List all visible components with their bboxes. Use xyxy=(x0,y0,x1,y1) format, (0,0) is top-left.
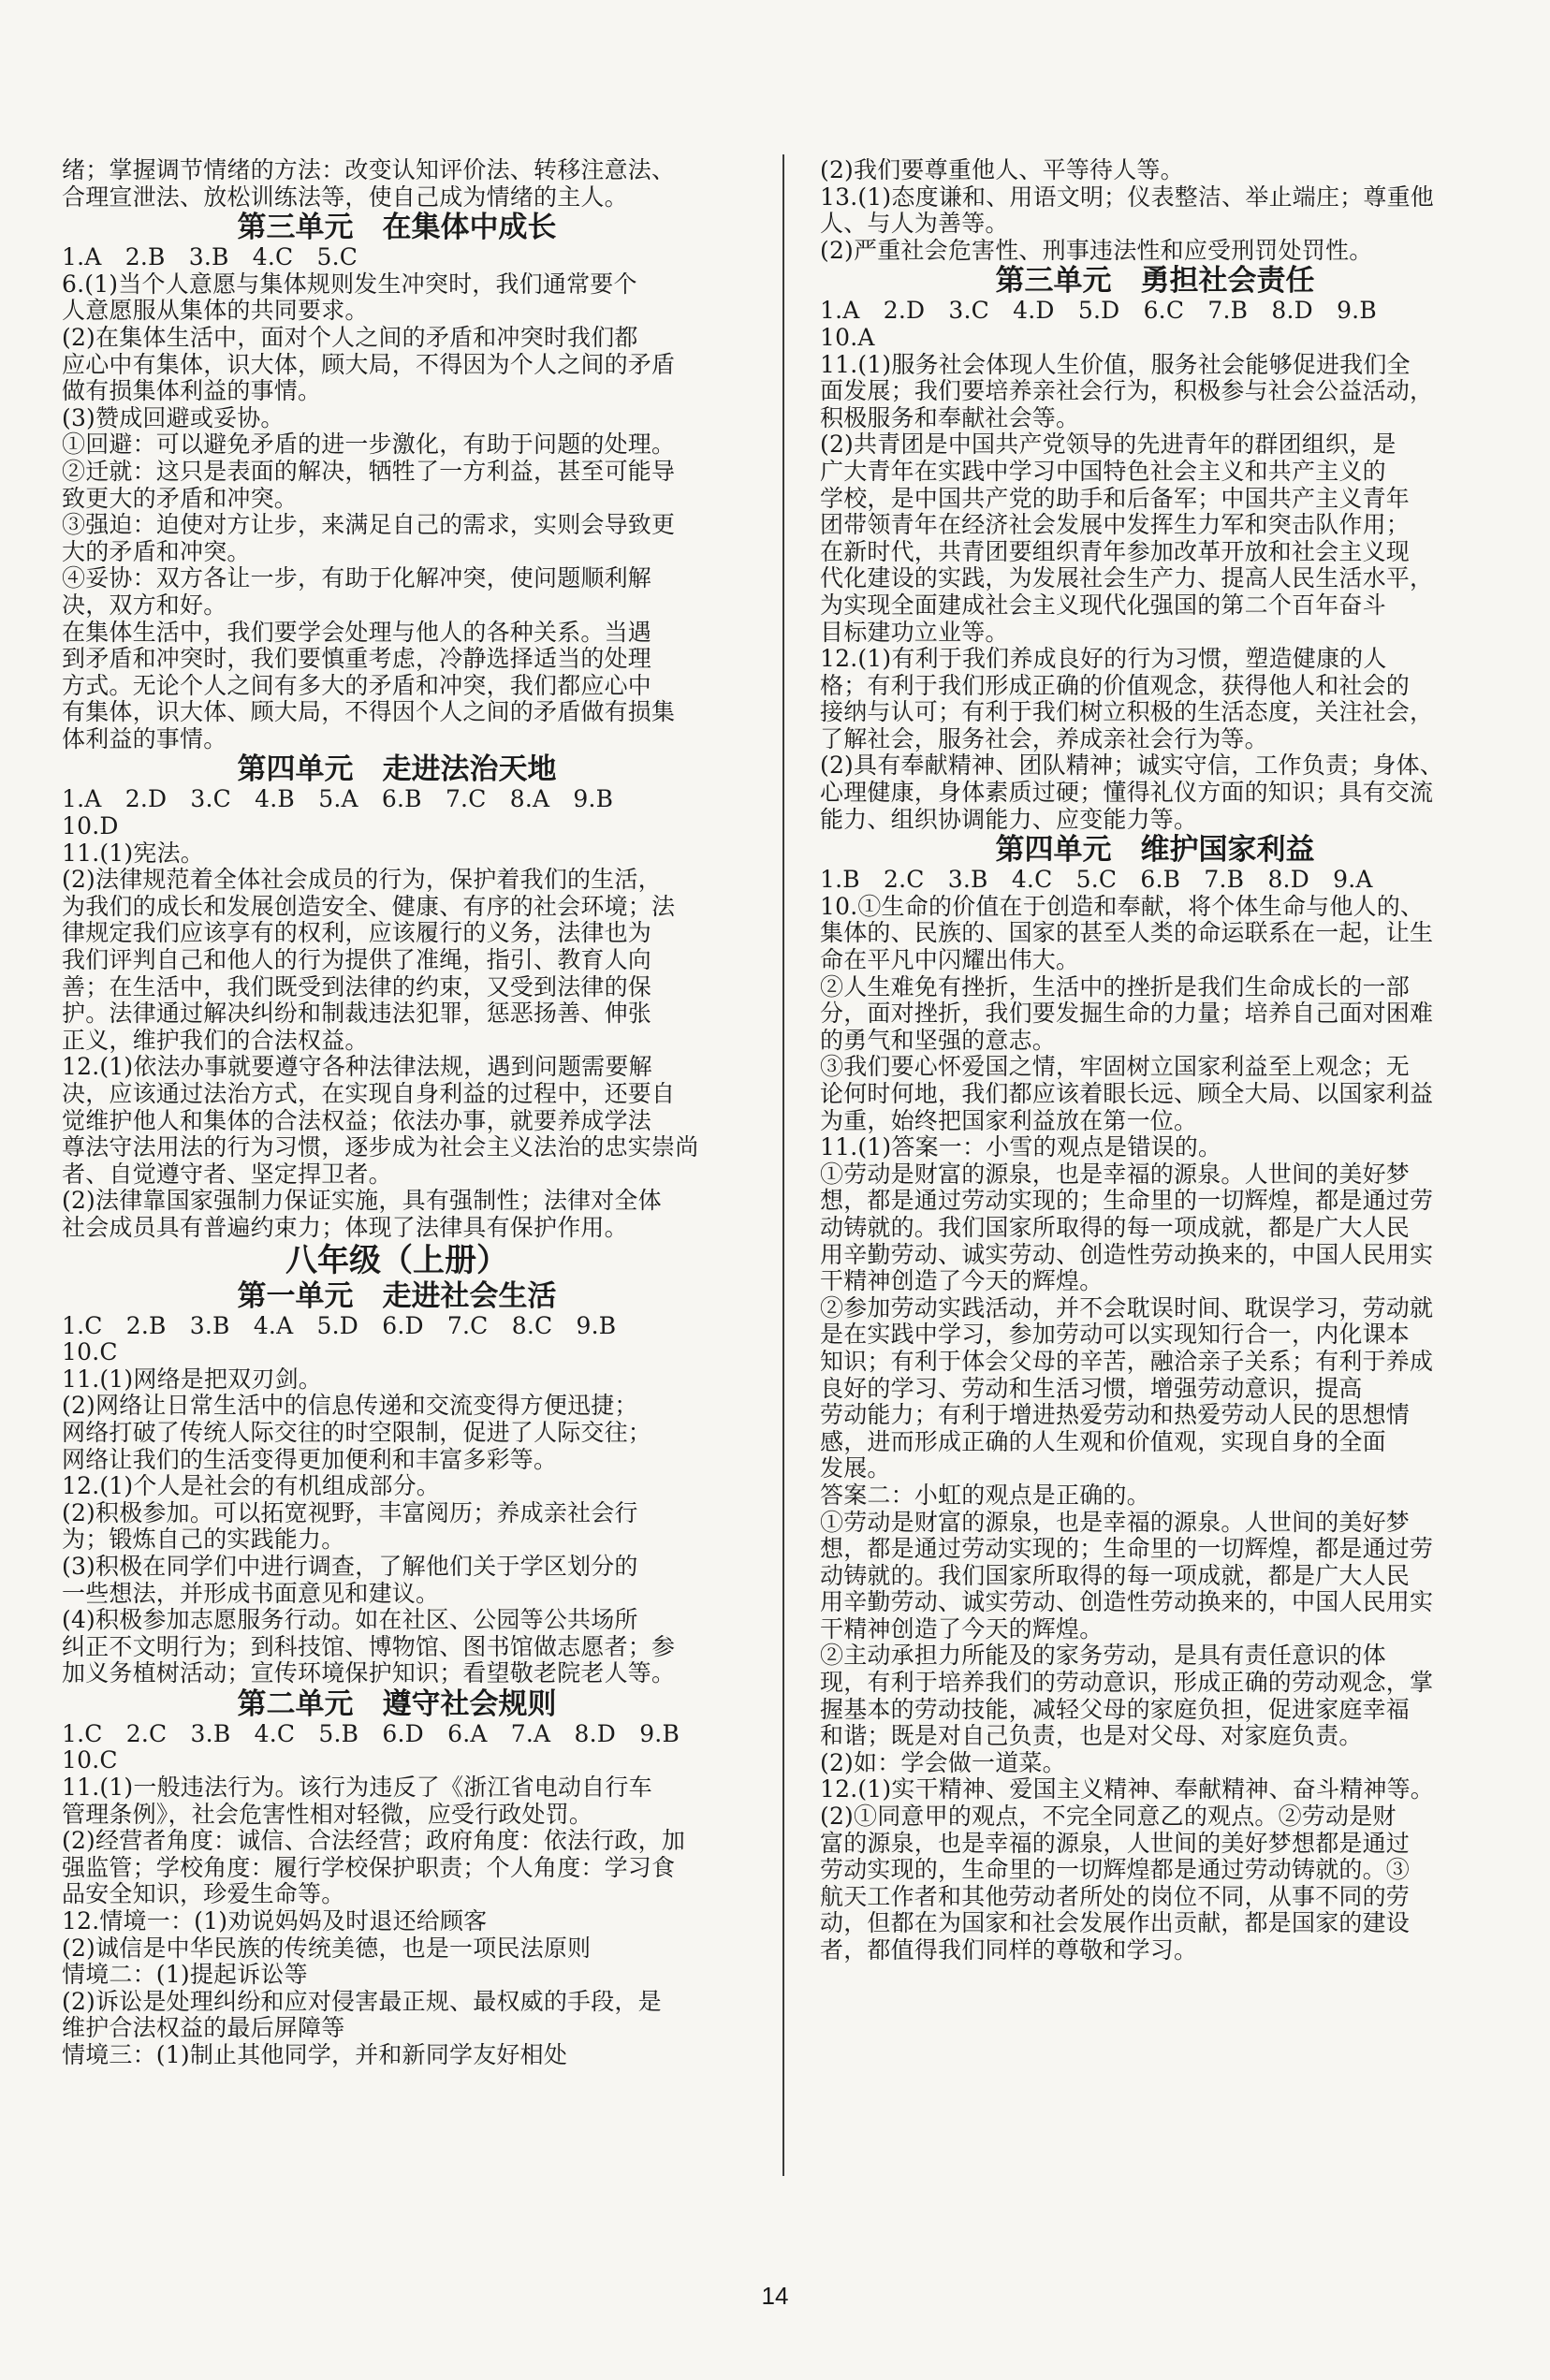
answer-line: 1.B 2.C 3.B 4.C 5.C 6.B 7.B 8.D 9.A xyxy=(820,867,1373,894)
answer-line: 一些想法，并形成书面意见和建议。 xyxy=(62,1580,440,1607)
answer-line: 绪；掌握调节情绪的方法：改变认知评价法、转移注意法、 xyxy=(62,157,676,183)
answer-line: 体利益的事情。 xyxy=(62,725,227,752)
answer-line: 情境二：(1)提起诉讼等 xyxy=(62,1962,308,1989)
answer-line: 1.A 2.D 3.C 4.B 5.A 6.B 7.C 8.A 9.B xyxy=(62,786,614,813)
answer-line: (2)诉讼是处理纠纷和应对侵害最正规、最权威的手段，是 xyxy=(62,1988,662,2015)
answer-line: (4)积极参加志愿服务行动。如在社区、公园等公共场所 xyxy=(62,1607,638,1634)
answer-line: 有集体，识大体、顾大局，不得因个人之间的矛盾做有损集 xyxy=(62,699,676,726)
answer-line: (2)如：学会做一道菜。 xyxy=(820,1749,1066,1776)
answer-line: 者、自觉遵守者、坚定捍卫者。 xyxy=(62,1161,392,1188)
answer-line: 网络打破了传统人际交往的时空限制，促进了人际交往； xyxy=(62,1419,652,1446)
answer-line: (2)法律靠国家强制力保证实施，具有强制性；法律对全体 xyxy=(62,1188,662,1215)
answer-line: 善；在生活中，我们既受到法律的约束，又受到法律的保 xyxy=(62,973,652,1000)
answer-line: 发展。 xyxy=(820,1455,891,1482)
answer-line: 网络让我们的生活变得更加便利和丰富多彩等。 xyxy=(62,1446,558,1473)
answer-line: 情境三：(1)制止其他同学，并和新同学友好相处 xyxy=(62,2042,568,2068)
answer-line: 11.(1)服务社会体现人生价值，服务社会能够促进我们全 xyxy=(820,351,1411,378)
answer-line: 格；有利于我们形成正确的价值观念，获得他人和社会的 xyxy=(820,672,1411,699)
answer-line: 能力、组织协调能力、应变能力等。 xyxy=(820,806,1198,833)
answer-line: 用辛勤劳动、诚实劳动、创造性劳动换来的，中国人民用实 xyxy=(820,1241,1434,1268)
answer-line: 现，有利于培养我们的劳动意识，形成正确的劳动观念，掌 xyxy=(820,1670,1434,1697)
answer-line: 方式。无论个人之间有多大的矛盾和冲突，我们都应心中 xyxy=(62,672,652,699)
answer-line: 是在实践中学习，参加劳动可以实现知行合一，内化课本 xyxy=(820,1321,1411,1349)
answer-line: 12.(1)依法办事就要遵守各种法律法规，遇到问题需要解 xyxy=(62,1054,652,1081)
answer-line: 12.(1)实干精神、爱国主义精神、奉献精神、奋斗精神等。 xyxy=(820,1776,1434,1803)
unit-heading: 第三单元 勇担社会责任 xyxy=(995,264,1315,299)
answer-line: 为我们的成长和发展创造安全、健康、有序的社会环境；法 xyxy=(62,893,676,920)
answer-line: 到矛盾和冲突时，我们要慎重考虑，冷静选择适当的处理 xyxy=(62,646,652,673)
answer-line: 人、与人为善等。 xyxy=(820,211,1009,238)
answer-line: 11.(1)一般违法行为。该行为违反了《浙江省电动自行车 xyxy=(62,1774,652,1802)
answer-line: 者，都值得我们同样的尊敬和学习。 xyxy=(820,1937,1198,1964)
answer-line: 劳动能力；有利于增进热爱劳动和热爱劳动人民的思想情 xyxy=(820,1402,1411,1429)
answer-line: 心理健康，身体素质过硬；懂得礼仪方面的知识；具有交流 xyxy=(820,780,1434,807)
answer-line: 动铸就的。我们国家所取得的每一项成就，都是广大人民 xyxy=(820,1214,1411,1241)
answer-line: ①劳动是财富的源泉，也是幸福的源泉。人世间的美好梦 xyxy=(820,1161,1411,1188)
grade-heading: 八年级（上册） xyxy=(285,1241,508,1279)
answer-line: 尊法守法用法的行为习惯，逐步成为社会主义法治的忠实崇尚 xyxy=(62,1134,699,1161)
answer-line: 在新时代，共青团要组织青年参加改革开放和社会主义现 xyxy=(820,538,1411,565)
answer-line: 分，面对挫折，我们要发掘生命的力量；培养自己面对困难 xyxy=(820,1000,1434,1028)
answer-line: 动，但都在为国家和社会发展作出贡献，都是国家的建设 xyxy=(820,1910,1411,1937)
unit-heading: 第四单元 走进法治天地 xyxy=(237,752,557,787)
answer-line: 握基本的劳动技能，减轻父母的家庭负担，促进家庭幸福 xyxy=(820,1696,1411,1723)
unit-heading: 第三单元 在集体中成长 xyxy=(237,211,557,245)
answer-line: 知识；有利于体会父母的辛苦，融洽亲子关系；有利于养成 xyxy=(820,1348,1434,1375)
answer-line: 接纳与认可；有利于我们树立积极的生活态度，关注社会， xyxy=(820,699,1434,726)
answer-line: 论何时何地，我们都应该着眼长远、顾全大局、以国家利益 xyxy=(820,1081,1434,1107)
answer-line: 为；锻炼自己的实践能力。 xyxy=(62,1526,345,1554)
answer-line: 10.①生命的价值在于创造和奉献，将个体生命与他人的、 xyxy=(820,893,1425,920)
page-number: 14 xyxy=(761,2282,789,2310)
answer-line: (2)①同意甲的观点，不完全同意乙的观点。②劳动是财 xyxy=(820,1803,1396,1831)
answer-line: 10.C xyxy=(62,1339,118,1366)
answer-line: 1.A 2.B 3.B 4.C 5.C xyxy=(62,244,358,271)
answer-line: 11.(1)答案一：小雪的观点是错误的。 xyxy=(820,1134,1222,1161)
answer-line: ②迁就：这只是表面的解决，牺牲了一方利益，甚至可能导 xyxy=(62,458,676,485)
answer-line: (2)在集体生活中，面对个人之间的矛盾和冲突时我们都 xyxy=(62,324,638,351)
answer-line: 1.A 2.D 3.C 4.D 5.D 6.C 7.B 8.D 9.B xyxy=(820,298,1377,325)
answer-line: 想，都是通过劳动实现的；生命里的一切辉煌，都是通过劳 xyxy=(820,1536,1434,1563)
answer-line: 应心中有集体，识大体，顾大局，不得因为个人之间的矛盾 xyxy=(62,351,676,378)
answer-line: 做有损集体利益的事情。 xyxy=(62,378,322,405)
answer-line: 命在平凡中闪耀出伟大。 xyxy=(820,947,1080,974)
answer-line: 合理宣泄法、放松训练法等，使自己成为情绪的主人。 xyxy=(62,183,628,211)
answer-line: 护。法律通过解决纠纷和制裁违法犯罪，惩恶扬善、伸张 xyxy=(62,1000,652,1028)
answer-line: 我们评判自己和他人的行为提供了准绳，指引、教育人向 xyxy=(62,947,652,974)
answer-line: (2)具有奉献精神、团队精神；诚实守信，工作负责；身体、 xyxy=(820,752,1444,780)
answer-line: 管理条例》，社会危害性相对轻微，应受行政处罚。 xyxy=(62,1801,593,1828)
answer-line: 为实现全面建成社会主义现代化强国的第二个百年奋斗 xyxy=(820,591,1386,619)
answer-line: 品安全知识，珍爱生命等。 xyxy=(62,1881,345,1908)
answer-line: 人意愿服从集体的共同要求。 xyxy=(62,298,369,325)
answer-line: 团带领青年在经济社会发展中发挥生力军和突击队作用； xyxy=(820,512,1411,539)
answer-line: ②主动承担力所能及的家务劳动，是具有责任意识的体 xyxy=(820,1643,1386,1670)
answer-line: ③强迫：迫使对方让步，来满足自己的需求，实则会导致更 xyxy=(62,512,676,539)
answer-line: 10.C xyxy=(62,1747,118,1774)
answer-line: 正义，维护我们的合法权益。 xyxy=(62,1027,369,1054)
answer-line: (2)共青团是中国共产党领导的先进青年的群团组织，是 xyxy=(820,431,1396,459)
answer-line: 干精神创造了今天的辉煌。 xyxy=(820,1268,1104,1295)
answer-line: 12.(1)个人是社会的有机组成部分。 xyxy=(62,1473,440,1500)
answer-line: 集体的、民族的、国家的甚至人类的命运联系在一起，让生 xyxy=(820,920,1434,947)
answer-line: ②参加劳动实践活动，并不会耽误时间、耽误学习，劳动就 xyxy=(820,1294,1434,1321)
answer-line: 13.(1)态度谦和、用语文明；仪表整洁、举止端庄；尊重他 xyxy=(820,183,1434,211)
answer-line: (2)严重社会危害性、刑事违法性和应受刑罚处罚性。 xyxy=(820,237,1373,264)
answer-line: (3)积极在同学们中进行调查，了解他们关于学区划分的 xyxy=(62,1553,638,1580)
answer-line: 答案二：小虹的观点是正确的。 xyxy=(820,1482,1150,1509)
answer-line: 动铸就的。我们国家所取得的每一项成就，都是广大人民 xyxy=(820,1562,1411,1589)
answer-line: ②人生难免有挫折，生活中的挫折是我们生命成长的一部 xyxy=(820,973,1411,1000)
answer-line: 广大青年在实践中学习中国特色社会主义和共产主义的 xyxy=(820,458,1386,485)
answer-line: 想，都是通过劳动实现的；生命里的一切辉煌，都是通过劳 xyxy=(820,1188,1434,1215)
answer-line: (3)赞成回避或妥协。 xyxy=(62,404,285,431)
answer-line: 1.C 2.C 3.B 4.C 5.B 6.D 6.A 7.A 8.D 9.B xyxy=(62,1720,680,1747)
answer-line: 11.(1)宪法。 xyxy=(62,840,204,867)
answer-line: 目标建功立业等。 xyxy=(820,619,1009,646)
answer-line: 1.C 2.B 3.B 4.A 5.D 6.D 7.C 8.C 9.B xyxy=(62,1312,617,1339)
answer-line: 良好的学习、劳动和生活习惯，增强劳动意识，提高 xyxy=(820,1375,1363,1402)
answer-line: ④妥协：双方各让一步，有助于化解冲突，使问题顺利解 xyxy=(62,565,652,592)
answer-line: 10.A xyxy=(820,324,875,351)
answer-line: 了解社会，服务社会，养成亲社会行为等。 xyxy=(820,725,1268,752)
unit-heading: 第一单元 走进社会生活 xyxy=(237,1278,557,1313)
answer-line: (2)法律规范着全体社会成员的行为，保护着我们的生活， xyxy=(62,867,662,894)
answer-line: 富的源泉，也是幸福的源泉，人世间的美好梦想都是通过 xyxy=(820,1830,1411,1857)
answer-line: 和谐；既是对自己负责，也是对父母、对家庭负责。 xyxy=(820,1723,1363,1750)
answer-line: 为重，始终把国家利益放在第一位。 xyxy=(820,1107,1198,1134)
answer-line: 面发展；我们要培养亲社会行为，积极参与社会公益活动， xyxy=(820,378,1434,405)
answer-line: (2)我们要尊重他人、平等待人等。 xyxy=(820,157,1184,183)
answer-line: 学校，是中国共产党的助手和后备军；中国共产主义青年 xyxy=(820,485,1411,512)
answer-line: (2)网络让日常生活中的信息传递和交流变得方便迅捷； xyxy=(62,1393,638,1420)
answer-line: ①劳动是财富的源泉，也是幸福的源泉。人世间的美好梦 xyxy=(820,1509,1411,1536)
answer-line: 大的矛盾和冲突。 xyxy=(62,538,251,565)
right-column xyxy=(820,157,1490,1964)
answer-line: 11.(1)网络是把双刃剑。 xyxy=(62,1365,322,1393)
answer-line: 12.情境一：(1)劝说妈妈及时退还给顾客 xyxy=(62,1908,488,1935)
answer-line: 积极服务和奉献社会等。 xyxy=(820,404,1080,431)
answer-line: 加义务植树活动；宣传环境保护知识；看望敬老院老人等。 xyxy=(62,1660,676,1687)
answer-line: (2)经营者角度：诚信、合法经营；政府角度：依法行政，加 xyxy=(62,1828,686,1855)
answer-line: (2)诚信是中华民族的传统美德，也是一项民法原则 xyxy=(62,1935,592,1962)
answer-line: 在集体生活中，我们要学会处理与他人的各种关系。当遇 xyxy=(62,619,652,646)
column-divider xyxy=(782,154,784,2176)
unit-heading: 第二单元 遵守社会规则 xyxy=(237,1686,557,1721)
answer-line: 航天工作者和其他劳动者所处的岗位不同，从事不同的劳 xyxy=(820,1883,1411,1910)
answer-line: ①回避：可以避免矛盾的进一步激化，有助于问题的处理。 xyxy=(62,431,676,459)
answer-line: 社会成员具有普遍约束力；体现了法律具有保护作用。 xyxy=(62,1214,628,1241)
answer-line: 决，双方和好。 xyxy=(62,591,227,619)
answer-line: 决，应该通过法治方式，在实现自身利益的过程中，还要自 xyxy=(62,1081,676,1107)
answer-line: 用辛勤劳动、诚实劳动、创造性劳动换来的，中国人民用实 xyxy=(820,1589,1434,1616)
answer-line: 6.(1)当个人意愿与集体规则发生冲突时，我们通常要个 xyxy=(62,270,637,298)
answer-line: 强监管；学校角度：履行学校保护职责；个人角度：学习食 xyxy=(62,1854,676,1881)
answer-line: 律规定我们应该享有的权利，应该履行的义务，法律也为 xyxy=(62,920,652,947)
unit-heading: 第四单元 维护国家利益 xyxy=(995,833,1315,868)
answer-line: 劳动实现的，生命里的一切辉煌都是通过劳动铸就的。③ xyxy=(820,1857,1411,1884)
answer-line: 觉维护他人和集体的合法权益；依法办事，就要养成学法 xyxy=(62,1107,652,1134)
answer-line: 代化建设的实践，为发展社会生产力、提高人民生活水平， xyxy=(820,565,1434,592)
answer-line: 的勇气和坚强的意志。 xyxy=(820,1027,1057,1054)
answer-line: 纠正不文明行为；到科技馆、博物馆、图书馆做志愿者；参 xyxy=(62,1633,676,1660)
answer-line: ③我们要心怀爱国之情，牢固树立国家利益至上观念；无 xyxy=(820,1054,1411,1081)
answer-line: 12.(1)有利于我们养成良好的行为习惯，塑造健康的人 xyxy=(820,646,1387,673)
answer-line: 致更大的矛盾和冲突。 xyxy=(62,485,299,512)
answer-line: 维护合法权益的最后屏障等 xyxy=(62,2015,345,2042)
answer-line: 10.D xyxy=(62,813,119,840)
answer-line: 干精神创造了今天的辉煌。 xyxy=(820,1615,1104,1643)
answer-line: 感，进而形成正确的人生观和价值观，实现自身的全面 xyxy=(820,1428,1386,1455)
left-column xyxy=(62,157,732,2069)
answer-line: (2)积极参加。可以拓宽视野，丰富阅历；养成亲社会行 xyxy=(62,1499,638,1526)
